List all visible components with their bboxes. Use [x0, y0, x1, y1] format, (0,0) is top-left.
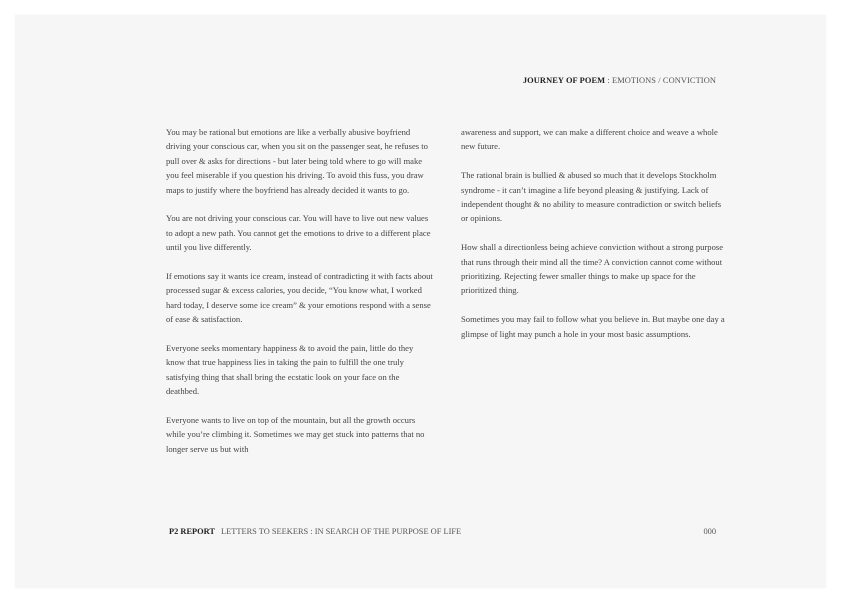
header-separator: : [605, 76, 612, 85]
paragraph: You are not driving your conscious car. You will have to live out new values to adopt a new path. You cannot get the emotions to drive to a different place until you live differently. [166, 213, 431, 253]
document-page [15, 15, 826, 588]
paragraph: The rational brain is bullied & abused so much that it develops Stockholm syndrome - it can’t imagine a life beyond pleasing & justifying. Lack of independent thought & no ability to measure contradiction or switch beliefs or opinions. [461, 170, 722, 224]
paragraph: Everyone wants to live on top of the mountain, but all the growth occurs while you’re climbing it. Sometimes we may get stuck into patterns that no longer serve us but with [166, 415, 425, 454]
page-number: 000 [703, 527, 716, 536]
header-title: JOURNEY OF POEM [522, 76, 606, 85]
page-footer [169, 526, 461, 538]
paragraph: Everyone seeks momentary happiness & to avoid the pain, little do they know that true happiness lies in taking the pain to fulfill the one truly satisfying thing that shall bring the ecstatic look on your face on the deathbed. [166, 343, 414, 397]
report-label: P2 REPORT [169, 527, 216, 536]
paragraph: Sometimes you may fail to follow what you believe in. But maybe one day a glimpse of light may punch a hole in your most basic assumptions. [461, 314, 725, 339]
paragraph: awareness and support, we can make a different choice and weave a whole new future. [461, 127, 718, 152]
book-title: LETTERS TO SEEKERS : IN SEARCH OF THE PURPOSE OF LIFE [221, 527, 462, 536]
paragraph: If emotions say it wants ice cream, instead of contradicting it with facts about processed sugar & excess calories, you decide, “You know what, I worked hard today, I deserve some ice cream” & your emotions respond with a sense of ease & satisfaction. [166, 271, 433, 325]
right-column [461, 125, 729, 341]
header-subtitle: EMOTIONS / CONVICTION [612, 76, 716, 85]
paragraph: How shall a directionless being achieve conviction without a strong purpose that runs through their mind all the time? A conviction cannot come without prioritizing. Rejecting fewer smaller things to make up space for the prioritized thing. [461, 242, 724, 296]
paragraph: You may be rational but emotions are like a verbally abusive boyfriend driving your conscious car, when you sit on the passenger seat, he refuses to pull over & asks for directions - but later being told where to go will make you feel miserable if you question his driving. To avoid this fuss, you draw maps to justify where the boyfriend has already decided it wants to go. [166, 127, 428, 195]
left-column [166, 125, 434, 456]
page-header [523, 75, 716, 87]
